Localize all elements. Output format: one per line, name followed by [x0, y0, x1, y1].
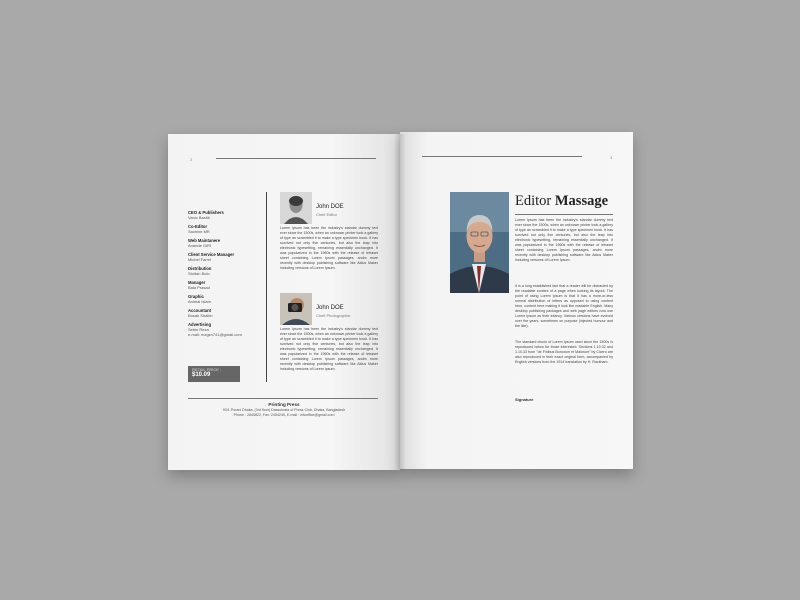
editor-paragraph: The standard chunk of Lorem Ipsum used since the 1500s is reproduced below for those interested. Sections 1.10.32 and 1.10.33 from "de Finibus Bonorum et Malorum" by Cicero are also reproduced in their exact original form, accompanied by English versions from the 1914 translation by H. Rackham. [515, 340, 613, 364]
left-page [168, 134, 400, 470]
editor-paragraph: It is a long established fact that a reader will be distracted by the readable content of a page when looking its layout. The point of using Lorem Ipsum is that it has a more-or-less normal distribution of letters as opposed to using content here, content here making it look like readable English. Many desktop publishing packages and web page editors now use Lorem Ipsum as their infancy. Various versions have evolved over the years, sometimes on purpose (injected humour and the like). [515, 284, 613, 328]
credit-name: Bosak Shaikh [188, 313, 213, 318]
credit-name: Vanic Basith [188, 215, 210, 220]
footer-rule [188, 398, 378, 399]
top-rule-right [422, 156, 582, 157]
right-page [400, 132, 633, 469]
retail-price-label: RETAIL PRICE : [192, 367, 222, 372]
printing-press-footer [168, 402, 400, 418]
editor-paragraph: Lorem Ipsum has been the industry's standar dummy text ever since the 1500s, when an unknown printer took a gallery of type an scrambled it to make a type specimen book. It has survived not only five centuries, but also the leap into electronic typesetting, remaining essentially unchanged. It was popularized in the 1960s with the release of letraset sheet containing Lorem Ipsum passages, andm more recently with desktop publishing software like Aldus Maker including versions of Lorem Ipsum. [515, 218, 613, 262]
editor-message-title [515, 193, 608, 210]
credit-name: Anande GIRI [188, 243, 212, 248]
credit-item [188, 210, 260, 220]
photographer-portrait-photo [280, 293, 312, 325]
credit-role: Advertising [188, 322, 212, 327]
signature-label: Signature [515, 397, 534, 402]
page-number-right: 3 [610, 155, 613, 160]
title-light: Editor [515, 193, 555, 209]
top-rule-left [216, 158, 376, 159]
title-underline [515, 214, 613, 215]
retail-price-value: $10.09 [192, 372, 211, 378]
book-spine-shadow [394, 134, 406, 470]
credit-name: Sebin Reza [188, 327, 209, 332]
footer-contact: Phone : 2845822, Fax: 2454245, E-mail : infooffice@gmail.com [233, 412, 335, 417]
retail-price-box [188, 366, 240, 382]
credit-role: Accountant [188, 308, 212, 313]
credit-role: Web Maintanere [188, 238, 221, 243]
credit-name: Michel Farrel [188, 257, 212, 262]
staff-profile-editor [280, 192, 378, 292]
profile-bio: Lorem Ipsum has been the industry's standar dummy text ever since the 1500s, when an unknown printer took a gallery of type an scrambled it to make a type specimen book. It has survived not only five centuries, but also the leap into electronic typesetting, remaining essentially unchanged. It was popularized in the 1960s with the release of letraset sheet containing Lorem Ipsum passages, andm more recently with desktop publishing software like Aldus Maker including versions of Lorem Ipsum. [280, 327, 378, 371]
credit-role: Distribution [188, 266, 212, 271]
credit-name: Stoltan Bolo [188, 271, 210, 276]
profile-name: John DOE [316, 204, 344, 210]
staff-profile-photographer [280, 293, 378, 393]
credit-item [188, 308, 260, 318]
editor-portrait-photo [280, 192, 312, 224]
credit-role: Graphic [188, 294, 204, 299]
title-bold: Massage [554, 193, 609, 209]
credits-list [188, 210, 260, 341]
page-number-left: 2 [190, 157, 193, 162]
profile-name: John DOE [316, 305, 344, 311]
footer-title: Printing Press [268, 402, 300, 407]
credit-role: Co-Editor [188, 224, 208, 229]
column-divider [266, 192, 267, 382]
profile-title: Cheif Photographer [316, 313, 351, 318]
editor-portrait-photo [450, 192, 509, 293]
profile-title: Cheif Editor [316, 212, 337, 217]
credit-item [188, 238, 260, 248]
profile-bio: Lorem Ipsum has been the industry's standar dummy text ever since the 1500s, when an unknown printer took a gallery of type an scrambled it to make a type specimen book. It has survived not only five centuries, but also the leap into electronic typesetting, remaining essentially unchanged. It was popularized in the 1960s with the release of letraset sheet containing Lorem Ipsum passages, andm more recently with desktop publishing software like Aldus Maker including versions of Lorem Ipsum. [280, 226, 378, 270]
credit-item [188, 252, 260, 262]
credit-role: Client Service Manager [188, 252, 235, 257]
credit-name: Animal Islam [188, 299, 211, 304]
credit-email: e-mail: mzgzn741@gmail.com [188, 332, 242, 337]
credit-item [188, 266, 260, 276]
credit-item [188, 224, 260, 234]
credit-role: Manager [188, 280, 206, 285]
credit-name: Bala Prasad [188, 285, 210, 290]
credit-item [188, 280, 260, 290]
credit-item [188, 322, 260, 337]
credit-name: Sachine MR [188, 229, 210, 234]
footer-address: 90/1 Purani Dhaka, (3rd floor) Dassokrata of Press Club, Dhaka, Bangladesh [222, 408, 346, 412]
credit-role: CEO & Publishers [188, 210, 224, 215]
credit-item [188, 294, 260, 304]
